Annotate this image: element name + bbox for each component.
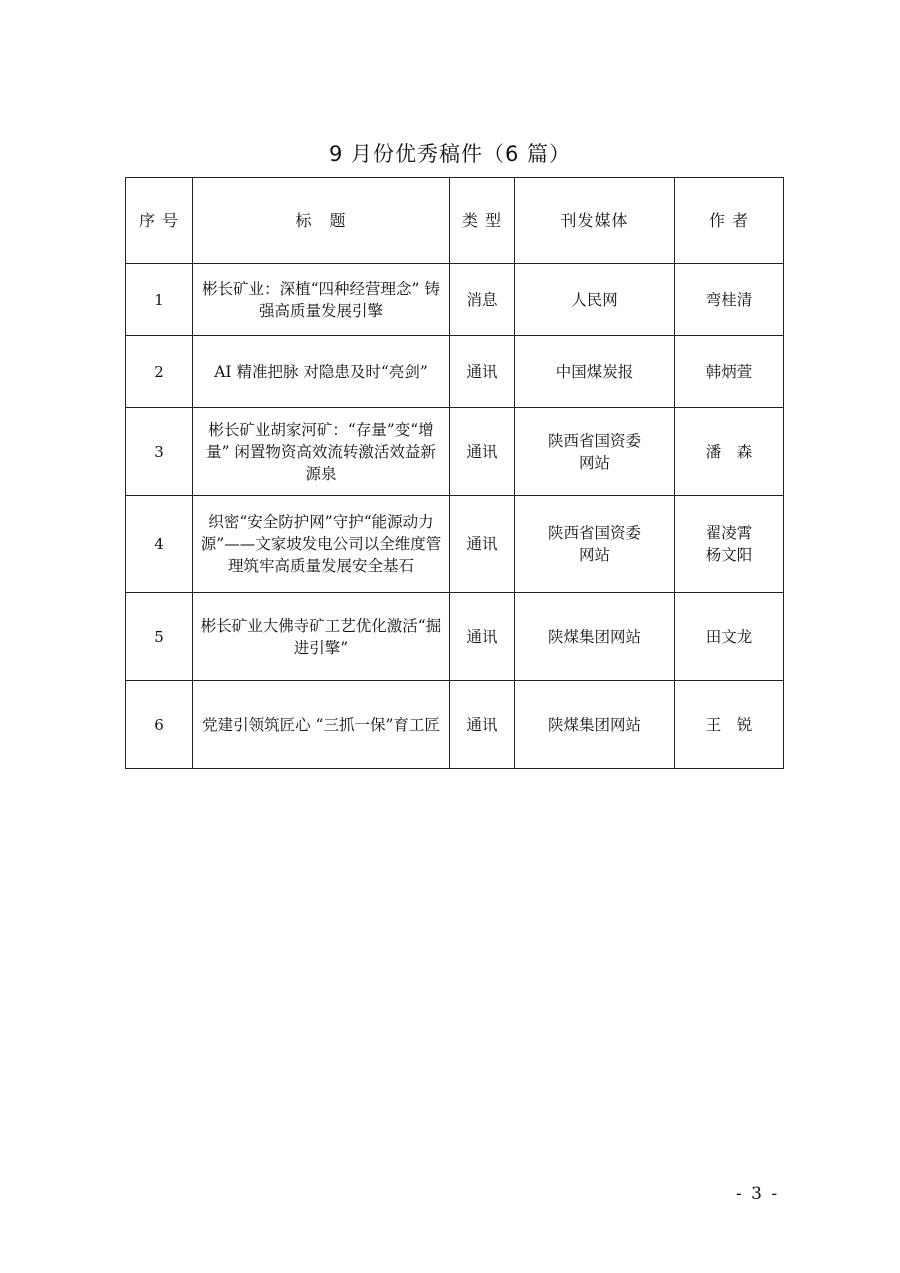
table-row <box>126 264 784 336</box>
table-row <box>126 336 784 408</box>
row-title: 党建引领筑匠心 “三抓一保”育工匠 <box>193 681 450 769</box>
row-media: 人民网 <box>515 264 675 336</box>
row-type: 通讯 <box>450 336 515 408</box>
table-row <box>126 593 784 681</box>
table-header-row <box>126 178 784 264</box>
header-author: 作 者 <box>675 178 784 264</box>
row-type: 通讯 <box>450 681 515 769</box>
header-no: 序 号 <box>126 178 193 264</box>
row-no: 5 <box>126 593 193 681</box>
row-no: 4 <box>126 496 193 593</box>
row-type: 消息 <box>450 264 515 336</box>
row-title: 织密“安全防护网”守护“能源动力源”——文家坡发电公司以全维度管理筑牢高质量发展安全基石 <box>193 496 450 593</box>
row-media: 陕煤集团网站 <box>515 593 675 681</box>
row-type: 通讯 <box>450 593 515 681</box>
row-type: 通讯 <box>450 408 515 496</box>
row-author: 韩炳萱 <box>675 336 784 408</box>
header-title: 标 题 <box>193 178 450 264</box>
table-row <box>126 681 784 769</box>
header-media: 刊发媒体 <box>515 178 675 264</box>
page-title: 9 月份优秀稿件（6 篇） <box>328 142 572 166</box>
row-media: 陕西省国资委网站 <box>515 408 675 496</box>
row-media: 中国煤炭报 <box>515 336 675 408</box>
row-no: 6 <box>126 681 193 769</box>
row-type: 通讯 <box>450 496 515 593</box>
row-author: 弯桂清 <box>675 264 784 336</box>
row-no: 2 <box>126 336 193 408</box>
row-author: 潘 森 <box>675 408 784 496</box>
row-title: 彬长矿业胡家河矿：“存量”变“增量” 闲置物资高效流转激活效益新源泉 <box>193 408 450 496</box>
row-media: 陕煤集团网站 <box>515 681 675 769</box>
header-type: 类 型 <box>450 178 515 264</box>
row-no: 1 <box>126 264 193 336</box>
row-author: 翟凌霄 杨文阳 <box>675 496 784 593</box>
table-row <box>126 496 784 593</box>
row-title: 彬长矿业：深植“四种经营理念” 铸强高质量发展引擎 <box>193 264 450 336</box>
row-media: 陕西省国资委网站 <box>515 496 675 593</box>
row-title: 彬长矿业大佛寺矿工艺优化激活“掘进引擎” <box>193 593 450 681</box>
row-no: 3 <box>126 408 193 496</box>
row-title: AI 精准把脉 对隐患及时“亮剑” <box>193 336 450 408</box>
table-row <box>126 408 784 496</box>
row-author: 田文龙 <box>675 593 784 681</box>
articles-table <box>125 177 784 769</box>
page-number: - 3 - <box>736 1184 780 1204</box>
row-author: 王 锐 <box>675 681 784 769</box>
